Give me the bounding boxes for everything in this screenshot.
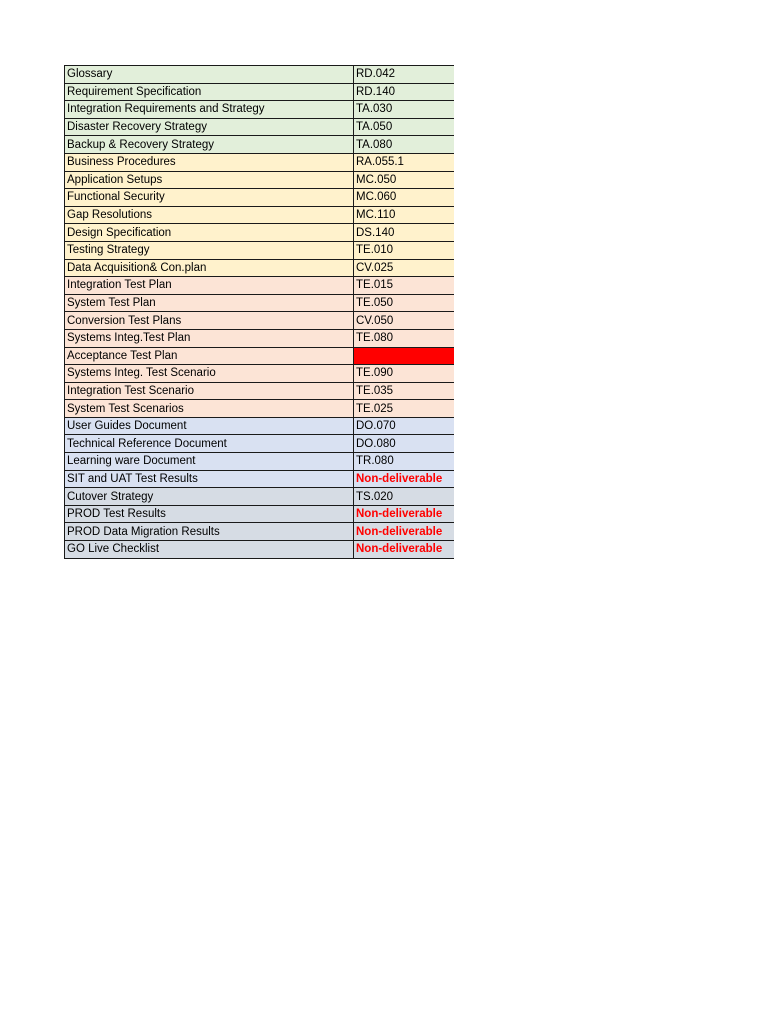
document-name-cell[interactable]: Conversion Test Plans [65,312,354,330]
table-row [65,294,455,312]
document-code-cell[interactable]: TE.010 [354,241,455,259]
document-name-cell[interactable]: Business Procedures [65,153,354,171]
document-code-cell[interactable]: TE.090 [354,365,455,383]
table-row [65,329,455,347]
table-row [65,118,455,136]
document-code-cell[interactable]: DO.070 [354,417,455,435]
document-code-cell[interactable]: TS.020 [354,488,455,506]
table-row [65,189,455,207]
document-name-cell[interactable]: Design Specification [65,224,354,242]
missing-code-cell[interactable] [354,347,455,365]
table-row [65,83,455,101]
document-code-cell[interactable]: MC.050 [354,171,455,189]
table-row [65,259,455,277]
table-row [65,206,455,224]
document-code-cell[interactable]: DO.080 [354,435,455,453]
document-code-cell[interactable]: TE.035 [354,382,455,400]
document-code-cell[interactable]: MC.060 [354,189,455,207]
table-row [65,382,455,400]
document-name-cell[interactable]: SIT and UAT Test Results [65,470,354,488]
document-name-cell[interactable]: Data Acquisition& Con.plan [65,259,354,277]
deliverables-table-body [65,66,455,559]
document-name-cell[interactable]: Technical Reference Document [65,435,354,453]
document-name-cell[interactable]: Learning ware Document [65,453,354,471]
document-code-cell[interactable]: RD.042 [354,66,455,84]
table-row [65,153,455,171]
table-row [65,365,455,383]
document-name-cell[interactable]: Systems Integ. Test Scenario [65,365,354,383]
document-name-cell[interactable]: Functional Security [65,189,354,207]
document-name-cell[interactable]: Cutover Strategy [65,488,354,506]
document-name-cell[interactable]: Integration Requirements and Strategy [65,101,354,119]
document-name-cell[interactable]: Systems Integ.Test Plan [65,329,354,347]
document-code-cell[interactable]: TE.015 [354,277,455,295]
table-row [65,505,455,523]
document-code-cell[interactable]: Non-deliverable [354,541,455,559]
document-name-cell[interactable]: PROD Test Results [65,505,354,523]
document-code-cell[interactable]: Non-deliverable [354,505,455,523]
document-name-cell[interactable]: PROD Data Migration Results [65,523,354,541]
table-row [65,136,455,154]
document-code-cell[interactable]: TA.050 [354,118,455,136]
document-name-cell[interactable]: Testing Strategy [65,241,354,259]
table-row [65,347,455,365]
document-name-cell[interactable]: Acceptance Test Plan [65,347,354,365]
table-row [65,224,455,242]
document-code-cell[interactable]: RA.055.1 [354,153,455,171]
document-name-cell[interactable]: Gap Resolutions [65,206,354,224]
document-code-cell[interactable]: TA.030 [354,101,455,119]
table-row [65,101,455,119]
document-code-cell[interactable]: TE.025 [354,400,455,418]
document-code-cell[interactable]: TR.080 [354,453,455,471]
table-row [65,435,455,453]
document-code-cell[interactable]: TA.080 [354,136,455,154]
document-code-cell[interactable]: TE.080 [354,329,455,347]
document-name-cell[interactable]: Requirement Specification [65,83,354,101]
document-name-cell[interactable]: Glossary [65,66,354,84]
document-code-cell[interactable]: TE.050 [354,294,455,312]
table-row [65,66,455,84]
document-code-cell[interactable]: CV.025 [354,259,455,277]
table-row [65,171,455,189]
document-name-cell[interactable]: System Test Plan [65,294,354,312]
table-row [65,541,455,559]
document-name-cell[interactable]: GO Live Checklist [65,541,354,559]
table-row [65,453,455,471]
deliverables-table [64,65,454,559]
document-code-cell[interactable]: Non-deliverable [354,470,455,488]
document-name-cell[interactable]: Disaster Recovery Strategy [65,118,354,136]
document-name-cell[interactable]: Integration Test Scenario [65,382,354,400]
table-row [65,241,455,259]
table-row [65,523,455,541]
table-row [65,470,455,488]
table-row [65,400,455,418]
document-name-cell[interactable]: Integration Test Plan [65,277,354,295]
document-name-cell[interactable]: User Guides Document [65,417,354,435]
document-code-cell[interactable]: CV.050 [354,312,455,330]
table-row [65,277,455,295]
document-code-cell[interactable]: DS.140 [354,224,455,242]
document-name-cell[interactable]: System Test Scenarios [65,400,354,418]
document-name-cell[interactable]: Backup & Recovery Strategy [65,136,354,154]
document-code-cell[interactable]: MC.110 [354,206,455,224]
table-row [65,488,455,506]
document-name-cell[interactable]: Application Setups [65,171,354,189]
table-row [65,417,455,435]
table-row [65,312,455,330]
document-code-cell[interactable]: RD.140 [354,83,455,101]
document-code-cell[interactable]: Non-deliverable [354,523,455,541]
